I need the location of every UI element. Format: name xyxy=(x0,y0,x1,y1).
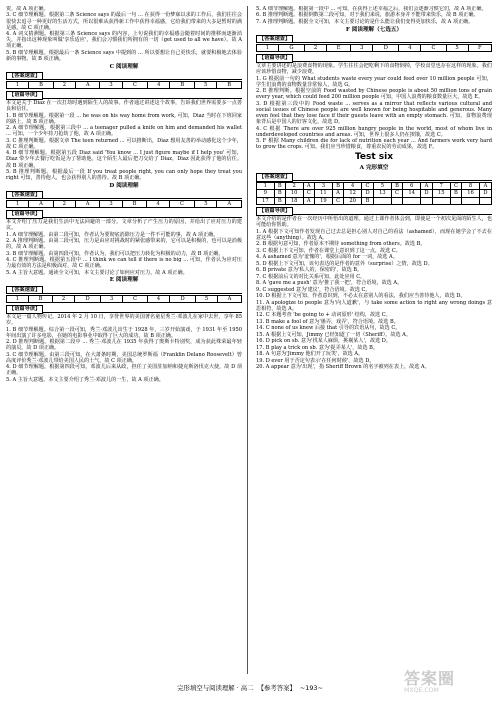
answer-cell: 5 xyxy=(374,182,392,189)
paragraph: 16. D pick on sb. 意为'找某人麻烦，挑剔某人'，故选 D。 xyxy=(256,338,391,345)
answer-cell: B xyxy=(28,295,52,302)
answer-cell: B xyxy=(274,190,285,197)
guide-header xyxy=(6,304,242,313)
answer-cell: 2 xyxy=(53,200,75,207)
answer-cell: 2 xyxy=(53,295,75,302)
paragraph: 2. D 推理判断题。根据第二段中 ... 秀兰·邓波儿在 1935 年获得了奥斯卡特别奖，成为获此殊荣最年轻的演员。故 D 项正确。 xyxy=(6,339,242,352)
answer-cell: C xyxy=(450,182,462,189)
answer-cell: B xyxy=(332,182,344,189)
guide-text: 本文是关于 Diaz 在一次打劫时遇到陌生人的故事。作者通过讲述这个故事，告诉我们世界需要多一点善良和信任。 xyxy=(6,100,242,113)
answer-cell: B xyxy=(391,182,403,189)
answer-cell: C xyxy=(421,44,446,51)
guide-label: 【语篇导读】 xyxy=(6,91,43,100)
answer-cell: 4 xyxy=(344,182,362,189)
answer-cell: B xyxy=(274,182,285,189)
paragraph: 6. B private 意为'私人的，保密的'，故选 B。 xyxy=(256,267,363,274)
guide-header xyxy=(256,206,492,215)
paragraph: 5. F 根据 Many children die for lack of nutrition each year ... And farmers work very hard to grow the crops. 可知，我们应当珍惜粮食，尊重农民的劳动成果，故选 F。 xyxy=(256,138,492,151)
answer-cell: 10 xyxy=(285,190,303,197)
answer-cell: A xyxy=(479,182,491,189)
answers-header xyxy=(6,71,242,80)
answer-cell: C xyxy=(391,190,403,197)
answer-cell: 16 xyxy=(462,190,480,197)
answer-cell: A xyxy=(75,200,99,207)
watermark-logo xyxy=(404,670,494,700)
answer-cell xyxy=(450,197,462,204)
guide-header xyxy=(6,209,242,218)
answers-label: 【答案速查】 xyxy=(6,286,43,295)
answer-cell xyxy=(420,197,432,204)
answer-cell: B xyxy=(362,197,374,204)
answer-cell: B xyxy=(29,81,54,88)
section-title: C 阅读理解 xyxy=(109,63,139,70)
paragraph: 7. A 推理判断题。根据全文可知，本文主要讨论的是什么能让我们变得更加快乐，故 A 项正确。 xyxy=(256,18,474,25)
guide-text: 本文介绍的是作者在一次经历中所悟出的道理。通过上课作者体会到，即使是一个初次见面的陌生人，也可能给你帮助。 xyxy=(256,216,492,229)
answer-cell: 2 xyxy=(53,81,75,88)
paragraph: 10. D 根据上下文可知，作者意识到，不必太在意别人的看法，我们应当善待他人，故选 D。 xyxy=(256,293,466,300)
answer-cell: 3 xyxy=(100,200,122,207)
column-divider xyxy=(247,6,248,674)
watermark-text: 答案圈 xyxy=(404,669,456,688)
answer-cell: 5 xyxy=(196,295,218,302)
answer-cell: 7 xyxy=(432,182,450,189)
answer-cell: 15 xyxy=(432,190,450,197)
paragraph: 3. C 推理判断题。根据文章 The teen returned ... 可以推断出，Diaz 想用友善的举动感化这个少年，故 C 项正确。 xyxy=(6,137,242,150)
answers-label: 【答案速查】 xyxy=(6,191,43,200)
paragraph: 1. G 根据前一句的 What students waste every year could feed over 10 million people 可知，学生们浪费的食物数量非常惊人，故选 G。 xyxy=(256,75,492,88)
paragraph: 4. D 细节理解题。根据第四段可知，邓波儿后来从政，担任了美国驻加纳和捷克斯洛伐克大使，故 D 项正确。 xyxy=(6,364,242,377)
answer-cell: 1 xyxy=(257,182,275,189)
guide-text: 本文是一篇人物传记。2014 年 2 月 10 日，享誉世界的美国著名童星秀兰·邓波儿在家中去世，享年 85 岁。 xyxy=(6,313,242,327)
answer-table xyxy=(6,81,242,89)
answer-cell: A xyxy=(29,200,53,207)
answer-cell: 1 xyxy=(7,200,29,207)
paragraph: 7. C 根据前后文的对比关系可知，此处应用 C。 xyxy=(256,273,366,280)
answer-cell: 2 xyxy=(305,44,327,51)
section-title: E 阅读理解 xyxy=(109,277,139,284)
answers-label: 【答案速查】 xyxy=(256,173,293,182)
guide-text: 文章主要讲述的是浪费食物的现象。学生往往会把吃剩下的食物倒掉，学校食堂也存在这样的现象。我们应该珍惜食物，减少浪费。 xyxy=(256,63,492,76)
paragraph: 1. A 根据下文可知作者发现自己过去总是担心别人对自己的看法（ashamed），而现在她学会了不去在意这些（anything）。故选 A。 xyxy=(256,228,492,241)
paragraph: 贺，故 A 项正确。 xyxy=(6,6,49,12)
answer-cell: A xyxy=(420,182,432,189)
answer-cell: D xyxy=(373,44,399,51)
section-title: F 阅读理解（七选五） xyxy=(345,26,403,33)
paragraph: 18. A 句意为'Jimmy 他们开了玩笑'，故选 A。 xyxy=(256,351,364,358)
paragraph: 5. B 推理判断题。根据最后一段 If you treat people right, you can only hope they treat you right 可知，善待他人，也会获得别人的善待。故 B 项正确。 xyxy=(6,169,242,182)
answer-cell: A xyxy=(303,197,315,204)
guide-header xyxy=(256,53,492,62)
paragraph: 2. E 推理判断。根据空前的 Food wasted by Chinese people is about 50 million tons of grain every year, which could feed 200 million people 可知，中国人浪费的粮食数量巨大，故选 E。 xyxy=(256,88,492,101)
answer-table xyxy=(256,182,492,205)
answer-cell: 3 xyxy=(351,44,373,51)
paragraph: 4. B 细节理解题。根据第五段 Diaz said 'You know ... I just figure maybe if I help you' 可知，Diaz 带少年去餐厅吃饭是为了帮助他。这个陌生人最后把刀交给了 Diaz，Diaz 因此获得了他的信任。故 B 项正确。 xyxy=(6,150,242,169)
answer-cell: F xyxy=(468,44,491,51)
paragraph: 5. B 细节理解题。根据最后一条 Science says 中提到的 ... 所以要想让自己更快乐，就要积极地去体验新的事物。故 B 项正确。 xyxy=(6,49,242,62)
guide-header xyxy=(6,90,242,99)
answer-cell: 14 xyxy=(403,190,421,197)
answer-cell: 3 xyxy=(315,182,333,189)
paragraph: 1. A 细节理解题。由第二段可知，作者认为要彻底消除压力是一件不可能的事，故 A 项正确。 xyxy=(6,231,219,238)
paragraph: 8. A 'gave me a push' 意为'推了我一把'，符合语境，故选 A。 xyxy=(256,280,403,287)
answer-cell: 1 xyxy=(7,295,29,302)
answer-cell: 17 xyxy=(257,197,275,204)
answer-cell: B xyxy=(122,200,147,207)
paragraph: 20. A appear 意为'出现'，指 Sheriff Brown 的名字被列在表上，故选 A。 xyxy=(256,364,430,371)
answer-cell: 18 xyxy=(285,197,303,204)
paragraph: 15. A 根据上文可知，Jimmy 已经知道了一切（Sheriff）。故选 A。 xyxy=(256,331,411,338)
answer-cell xyxy=(479,197,491,204)
answer-cell: 12 xyxy=(344,190,362,197)
answer-cell: 4 xyxy=(147,200,169,207)
paragraph: 5. A 主旨大意题。本文主要介绍了秀兰·邓波儿的一生，故 A 项正确。 xyxy=(6,376,164,383)
answer-cell: E xyxy=(326,44,350,51)
paragraph: 3. C 根据上下文可知，作者在课堂上意识到了这一点，故选 C。 xyxy=(256,247,401,254)
answer-cell: D xyxy=(74,295,100,302)
answer-cell: 1 xyxy=(7,81,29,88)
answer-cell: C xyxy=(332,197,344,204)
guide-label: 【语篇导读】 xyxy=(256,54,293,63)
answer-cell: C xyxy=(122,81,148,88)
answer-cell: 9 xyxy=(257,190,275,197)
answer-cell xyxy=(374,197,392,204)
answer-cell: B xyxy=(274,197,285,204)
right-column xyxy=(256,6,492,676)
answers-header xyxy=(6,285,242,294)
answer-cell: 13 xyxy=(374,190,392,197)
paragraph: 14. C none of us knew 后接 that 引导的宾语从句，故选 C。 xyxy=(256,325,401,332)
paragraph: 5. D 根据上下文可知，该句表达的是作者的意外（surprise）之情，故选 D。 xyxy=(256,260,433,267)
answer-cell xyxy=(462,197,480,204)
answer-cell: D xyxy=(362,190,374,197)
paragraph: 5. A 细节理解题。根据第一段中 ... 可知，在获得上述幸福之后，我们会逐渐习惯它们，故 A 项正确。 xyxy=(256,6,487,12)
answer-cell: 8 xyxy=(462,182,480,189)
paragraph: 19. D ever 用于否定句表示'在任何时候'，故选 D。 xyxy=(256,357,375,364)
paragraph: 4. C 根据 There are over 925 million hungry people in the world, most of whom live in underdeveloped countries and areas. 可知，世界上很多人仍在挨饿，故选 C。 xyxy=(256,125,492,138)
paragraph: 3. C 细节理解题。根据第二条 Science says 的最后一句 ... 在获得一份梦寐以求的工作后，我们往往会很快去追寻一种更好的生活方式，所以很难从获得新工作中获得幸福感，它给我们带来的大多是暂时的满足感。故 C 项正确。 xyxy=(6,12,242,31)
guide-label: 【语篇导读】 xyxy=(6,210,43,219)
footer-answer-label: 【参考答案】 xyxy=(257,684,296,692)
answers-label: 【答案速查】 xyxy=(6,72,43,81)
paragraph: 3. C 细节理解题。由第三段可知，在大萧条时期，美国总统罗斯福（Franklin Delano Roosevelt）曾高度评价秀兰·邓波儿带给美国人民的士气，故 C 项正确。 xyxy=(6,351,242,364)
answer-cell: A xyxy=(217,200,242,207)
guide-label: 【语篇导读】 xyxy=(256,207,293,216)
answer-cell: 4 xyxy=(148,81,170,88)
answer-cell: 20 xyxy=(344,197,362,204)
answers-header xyxy=(256,34,492,43)
answer-cell: 11 xyxy=(315,190,333,197)
guide-label: 【语篇导读】 xyxy=(6,305,43,314)
watermark-url: MXQE.COM xyxy=(404,687,439,694)
paragraph: 3. B 细节理解题。由第四段可知，作者认为，我们可以把压力转化为积极的动力，故 B 项正确。 xyxy=(6,250,224,257)
paragraph: 17. B play a trick on sb. 意为'捉弄某人'，故选 B。 xyxy=(256,344,379,351)
answer-cell xyxy=(391,197,403,204)
answer-cell: 3 xyxy=(101,295,123,302)
answer-cell: A xyxy=(217,295,241,302)
answer-cell: G xyxy=(278,44,304,51)
answer-cell: A xyxy=(76,81,100,88)
paragraph: 4. A 词义猜测题。根据第三条 Science says 的内容，上句说我们的幸福感会随着时间的推移而逐渐消失，并指出这种现象叫做'享乐适应'，我们会习惯我们所拥有的一切（get used to all we have）。故 A 项正确。 xyxy=(6,31,242,50)
answer-cell: 6 xyxy=(403,182,421,189)
paragraph: 6. B 推理判断题。根据倒数第二段可知，对于我们来说，旅游本身并不能带来快乐，故 B 项正确。 xyxy=(256,12,479,19)
paragraph: 9. C suggested 意为'建议'，符合语境。故选 C。 xyxy=(256,286,371,293)
paragraph: 3. D 根据第三段中的 Food waste ... serves as a mirror that reflects various cultural and social issues of Chinese people are well known for being hospitable and generous. Many even feel that they lose face if their guests leave with an empty stomach. 可知，食物浪费现象背后是中国人的好客文化，故选 D。 xyxy=(256,100,492,126)
answer-cell: D xyxy=(420,190,432,197)
answer-cell: C xyxy=(122,295,147,302)
paragraph: 1. B 细节理解题。综合第一段可知，秀兰·邓波儿出生于 1928 年，三岁开始演戏，于 1931 年至 1950 年间出演了许多电影，在她的电影事业中取得了巨大的成功。故 B 项正确。 xyxy=(6,326,242,339)
answer-cell: C xyxy=(169,200,195,207)
answer-cell: C xyxy=(362,182,374,189)
answer-cell: B xyxy=(170,81,195,88)
answer-cell: D xyxy=(479,190,491,197)
paragraph: 1. B 细节理解题。根据第一段 ... he was on his way home from work, 可知，Diaz 当时在下班回家的路上，故 B 项正确。 xyxy=(6,112,242,125)
paragraph: 4. C 推理判断题。根据第五段中 ... I think we can tell if there is no big ... 可知，作者认为应对压力最有效的方法是积极面对，故 C 项正确。 xyxy=(6,257,242,270)
paragraph: 13. B make a fool of 意为'愚弄，戏弄'，符合语境。故选 B。 xyxy=(256,318,399,325)
test-title: Test six xyxy=(354,152,394,163)
answer-cell: 4 xyxy=(148,295,170,302)
answer-cell xyxy=(432,197,450,204)
paragraph: 2. B 根据句意可知，作者原本不期待 something from others。故选 B。 xyxy=(256,241,426,248)
answer-cell: C xyxy=(303,190,315,197)
answer-cell: 1 xyxy=(257,44,279,51)
paragraph: 2. A 推理判断题。由第二段可知，压力是由应对挑战时的紧张感带来的，它可以是积极的，也可以是消极的，故 A 项正确。 xyxy=(6,238,242,251)
answer-table xyxy=(256,44,492,52)
paragraph: 5. A 主旨大意题。通读全文可知，本文主要讨论了如何应对压力，故 A 项正确。 xyxy=(6,269,188,276)
answer-table xyxy=(6,200,242,208)
answer-cell: B xyxy=(217,81,242,88)
answer-cell: 3 xyxy=(100,81,122,88)
answer-cell: A xyxy=(303,182,315,189)
answer-cell: 4 xyxy=(399,44,421,51)
answer-table xyxy=(6,295,242,303)
paragraph: 11. A apologize to people 意为'向人道歉'，与 take some action to right any wrong doings 意思相符，故选 A。 xyxy=(256,299,492,312)
answer-cell: 19 xyxy=(315,197,333,204)
answer-cell: A xyxy=(332,190,344,197)
section-title: D 阅读理解 xyxy=(109,182,139,189)
section-title: A 完形填空 xyxy=(359,164,389,171)
answer-cell: B xyxy=(450,190,462,197)
guide-text: 本文介绍了压力是我们生活中无法回避的一部分。文章分析了产生压力的原因，并给出了应对压力的建议。 xyxy=(6,219,242,232)
answer-cell: 2 xyxy=(285,182,303,189)
answer-cell: D xyxy=(169,295,195,302)
paragraph: 2. A 细节理解题。根据第三段中 ... a teenager pulled a knife on him and demanded his wallet ... 可知，一个少年持刀抢劫了他，故 A 项正确。 xyxy=(6,125,242,138)
paragraph: 4. A ashamed 意为'羞愧的'，根据后面的 for 一词，故选 A。 xyxy=(256,254,398,261)
answer-cell: 5 xyxy=(195,81,217,88)
left-column xyxy=(6,6,242,676)
answer-cell: 5 xyxy=(446,44,468,51)
page-number: ~193~ xyxy=(299,684,323,692)
footer-book-title: 完形填空与阅读理解 · 高二 xyxy=(177,684,254,692)
answer-cell xyxy=(403,197,421,204)
answers-label: 【答案速查】 xyxy=(256,35,293,44)
answers-header xyxy=(256,172,492,181)
paragraph: 12. C 本题考查 'be going to + 动词原形' 结构，故选 C。 xyxy=(256,312,391,319)
answer-cell: 5 xyxy=(195,200,217,207)
answers-header xyxy=(6,190,242,199)
